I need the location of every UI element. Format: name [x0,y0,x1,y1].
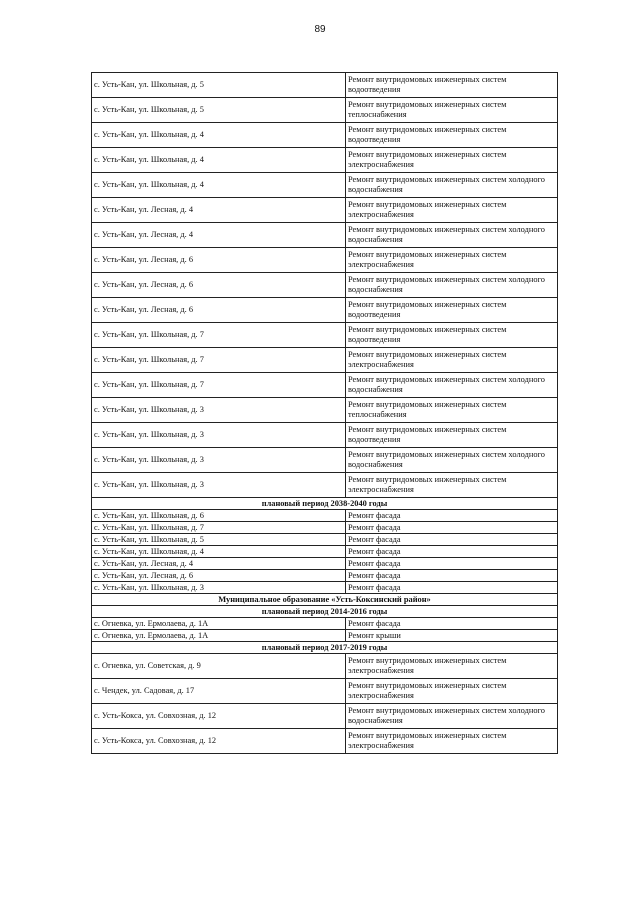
address-cell: с. Огневка, ул. Ермолаева, д. 1А [92,618,346,630]
table-row [92,173,558,198]
table-row [92,570,558,582]
section-header: Муниципальное образование «Усть-Коксинский район» [92,594,558,606]
address-cell: с. Усть-Кан, ул. Школьная, д. 4 [92,173,346,198]
address-cell: с. Усть-Кан, ул. Школьная, д. 5 [92,73,346,98]
work-type-cell: Ремонт внутридомовых инженерных систем электроснабжения [346,654,558,679]
section-header: плановый период 2017-2019 годы [92,642,558,654]
address-cell: с. Усть-Кан, ул. Школьная, д. 7 [92,373,346,398]
work-type-cell: Ремонт фасада [346,510,558,522]
table-row [92,654,558,679]
work-type-cell: Ремонт внутридомовых инженерных систем холодного водоснабжения [346,223,558,248]
section-header-row [92,498,558,510]
table-row [92,679,558,704]
address-cell: с. Чендек, ул. Садовая, д. 17 [92,679,346,704]
work-type-cell: Ремонт внутридомовых инженерных систем электроснабжения [346,248,558,273]
section-header: плановый период 2038-2040 годы [92,498,558,510]
address-cell: с. Усть-Кан, ул. Лесная, д. 4 [92,558,346,570]
address-cell: с. Усть-Кан, ул. Школьная, д. 3 [92,448,346,473]
work-type-cell: Ремонт внутридомовых инженерных систем теплоснабжения [346,98,558,123]
address-cell: с. Усть-Кан, ул. Лесная, д. 6 [92,298,346,323]
table-row [92,423,558,448]
table-row [92,123,558,148]
work-type-cell: Ремонт внутридомовых инженерных систем электроснабжения [346,729,558,754]
address-cell: с. Усть-Кан, ул. Лесная, д. 6 [92,273,346,298]
work-type-cell: Ремонт фасада [346,570,558,582]
address-cell: с. Усть-Кан, ул. Лесная, д. 6 [92,570,346,582]
table-row [92,323,558,348]
table-row [92,298,558,323]
address-cell: с. Усть-Кан, ул. Школьная, д. 7 [92,348,346,373]
table-row [92,522,558,534]
address-cell: с. Огневка, ул. Советская, д. 9 [92,654,346,679]
address-cell: с. Усть-Кан, ул. Лесная, д. 4 [92,198,346,223]
address-cell: с. Усть-Кан, ул. Школьная, д. 5 [92,534,346,546]
address-cell: с. Усть-Кан, ул. Школьная, д. 4 [92,546,346,558]
table-row [92,546,558,558]
table-row [92,148,558,173]
work-type-cell: Ремонт внутридомовых инженерных систем водоотведения [346,323,558,348]
work-type-cell: Ремонт фасада [346,546,558,558]
address-cell: с. Усть-Кан, ул. Школьная, д. 4 [92,123,346,148]
repair-schedule-table [91,72,558,754]
table-row [92,534,558,546]
work-type-cell: Ремонт внутридомовых инженерных систем электроснабжения [346,198,558,223]
table-body [92,73,558,754]
work-type-cell: Ремонт внутридомовых инженерных систем водоотведения [346,123,558,148]
section-header: плановый период 2014-2016 годы [92,606,558,618]
table-row [92,558,558,570]
table-row [92,398,558,423]
work-type-cell: Ремонт фасада [346,618,558,630]
address-cell: с. Усть-Кан, ул. Лесная, д. 6 [92,248,346,273]
address-cell: с. Усть-Кан, ул. Школьная, д. 5 [92,98,346,123]
table-row [92,618,558,630]
table-row [92,73,558,98]
work-type-cell: Ремонт фасада [346,522,558,534]
address-cell: с. Усть-Кан, ул. Школьная, д. 3 [92,582,346,594]
table-row [92,510,558,522]
section-header-row [92,606,558,618]
table-row [92,348,558,373]
work-type-cell: Ремонт внутридомовых инженерных систем холодного водоснабжения [346,373,558,398]
work-type-cell: Ремонт крыши [346,630,558,642]
work-type-cell: Ремонт внутридомовых инженерных систем теплоснабжения [346,398,558,423]
table-row [92,223,558,248]
address-cell: с. Усть-Кокса, ул. Совхозная, д. 12 [92,704,346,729]
section-header-row [92,642,558,654]
address-cell: с. Усть-Кокса, ул. Совхозная, д. 12 [92,729,346,754]
work-type-cell: Ремонт фасада [346,582,558,594]
work-type-cell: Ремонт внутридомовых инженерных систем холодного водоснабжения [346,704,558,729]
work-type-cell: Ремонт внутридомовых инженерных систем водоотведения [346,423,558,448]
address-cell: с. Усть-Кан, ул. Школьная, д. 3 [92,398,346,423]
work-type-cell: Ремонт внутридомовых инженерных систем электроснабжения [346,679,558,704]
address-cell: с. Усть-Кан, ул. Школьная, д. 7 [92,522,346,534]
page-number: 89 [314,24,326,35]
table-row [92,98,558,123]
work-type-cell: Ремонт внутридомовых инженерных систем электроснабжения [346,348,558,373]
table-row [92,448,558,473]
table-row [92,248,558,273]
table-row [92,198,558,223]
work-type-cell: Ремонт фасада [346,534,558,546]
work-type-cell: Ремонт внутридомовых инженерных систем холодного водоснабжения [346,173,558,198]
section-header-row [92,594,558,606]
address-cell: с. Усть-Кан, ул. Школьная, д. 3 [92,423,346,448]
address-cell: с. Усть-Кан, ул. Школьная, д. 3 [92,473,346,498]
address-cell: с. Усть-Кан, ул. Школьная, д. 4 [92,148,346,173]
address-cell: с. Усть-Кан, ул. Лесная, д. 4 [92,223,346,248]
address-cell: с. Усть-Кан, ул. Школьная, д. 7 [92,323,346,348]
table-row [92,630,558,642]
address-cell: с. Огневка, ул. Ермолаева, д. 1А [92,630,346,642]
address-cell: с. Усть-Кан, ул. Школьная, д. 6 [92,510,346,522]
work-type-cell: Ремонт внутридомовых инженерных систем холодного водоснабжения [346,448,558,473]
work-type-cell: Ремонт внутридомовых инженерных систем холодного водоснабжения [346,273,558,298]
work-type-cell: Ремонт внутридомовых инженерных систем водоотведения [346,298,558,323]
table-row [92,704,558,729]
table-row [92,582,558,594]
table-row [92,273,558,298]
work-type-cell: Ремонт внутридомовых инженерных систем электроснабжения [346,148,558,173]
work-type-cell: Ремонт внутридомовых инженерных систем электроснабжения [346,473,558,498]
work-type-cell: Ремонт внутридомовых инженерных систем водоотведения [346,73,558,98]
table-row [92,473,558,498]
table-row [92,373,558,398]
table-row [92,729,558,754]
work-type-cell: Ремонт фасада [346,558,558,570]
